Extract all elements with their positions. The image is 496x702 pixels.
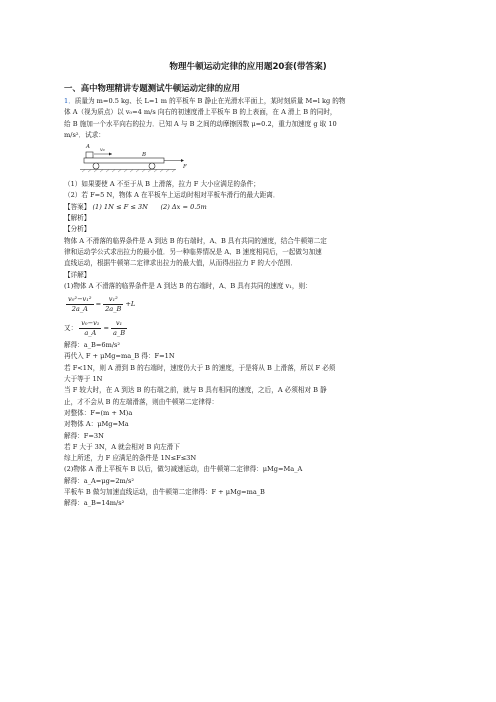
question-number: 1． <box>64 97 75 105</box>
step-line: 止，才不会从 B 的左端滑落，则由牛顿第二定律得： <box>64 397 219 406</box>
wheel-left <box>93 163 99 169</box>
cart-b <box>84 158 164 163</box>
step-line: 对整体：F=(m + M)a <box>64 408 133 417</box>
detail-intro: (1)物体 A 不滑落的临界条件是 A 到达 B 的右端时，A、B 具有共同的速度 v₁，则： <box>64 281 312 290</box>
step-line: 综上所述，力 F 应满足的条件是 1N≤F≤3N <box>64 454 197 463</box>
step-line: 解得：a_B=6m/s² <box>64 341 121 350</box>
velocity-arrow-head <box>109 153 112 156</box>
eq2-right-fraction: $\frac{\text{v₁}}{a\_B}$ <box>112 318 126 337</box>
cart-diagram <box>80 141 190 179</box>
block-a <box>86 152 93 158</box>
step-line: 解得：F=3N <box>64 431 104 440</box>
wheel-right <box>149 163 155 169</box>
question-line-4: m/s²．试求： <box>64 130 105 139</box>
label-v0: v₀ <box>100 148 105 154</box>
question-figure <box>64 141 430 179</box>
answer-part-1: (1) 1N ≤ F ≤ 3N <box>92 202 148 211</box>
sub-question-1: （1）如果要使 A 不至于从 B 上滑落，拉力 F 大小应满足的条件； <box>64 180 260 189</box>
step-line: 再代入 F + μMg=ma_B 得：F=1N <box>64 352 175 361</box>
eq2-left-fraction: $\frac{\text{v₀−v₁}}{a\_A}$ <box>81 318 100 337</box>
step-line: (2)物体 A 滑上平板车 B 以后，做匀减速运动，由牛顿第二定律得：μMg=Ma_A <box>64 465 303 474</box>
step-line: 解得：a_A=μg=2m/s² <box>64 476 135 485</box>
equation-2: 又： $\frac{\text{v₀−v₁}}{a\_A}$ = $\frac{\text{v₁}}{a\_B}$ <box>64 318 126 337</box>
step-line: 大于等于 1N <box>64 375 103 384</box>
label-f: F <box>183 164 187 171</box>
equation-1: $\frac{\text{v₀²−v₁²}}{2a\_A}$ = $\frac{\text{v₁²}}{2a\_B}$ +L <box>68 294 136 313</box>
step-line: 对物体 A：μMg=Ma <box>64 420 129 429</box>
fenxi-line-3: 直线运动，根据牛顿第二定律求出拉力的最大值，从而得出拉力 F 的大小范围． <box>64 259 297 268</box>
fenxi-line-1: 物体 A 不滑落的临界条件是 A 到达 B 的右端时，A、B 具有共同的速度，结合牛顿第二定 <box>64 236 327 245</box>
document-body <box>64 96 430 510</box>
label-a: A <box>86 144 90 151</box>
fenxi-tag: 【分析】 <box>64 225 91 234</box>
sub-question-2: （2）若 F=5 N，物体 A 在平板车上运动时相对平板车滑行的最大距离． <box>64 191 280 200</box>
question-line-1: 1．质量为 m=0.5 kg、长 L=1 m 的平板车 B 静止在光滑水平面上，某时刻质量 M=l kg 的物 <box>64 97 346 105</box>
question-line-2: 体 A（视为质点）以 v₀=4 m/s 向右的初速度滑上平板车 B 的上表面，在 A 滑上 B 的同时， <box>64 108 337 117</box>
answer-line <box>64 202 430 213</box>
eq1-left-fraction: $\frac{\text{v₀²−v₁²}}{2a\_A}$ <box>68 294 92 313</box>
detail-tag: 【详解】 <box>64 270 91 279</box>
document-title: 物理牛顿运动定律的应用题20套(带答案) <box>169 62 327 72</box>
section-heading: 一、高中物理精讲专题测试牛顿运动定律的应用 <box>64 83 240 93</box>
step-line: 若 F<1N，则 A 滑到 B 的右端时，速度仍大于 B 的速度，于是将从 B 上滑落，所以 F 必须 <box>64 363 336 372</box>
fenxi-line-2: 律和运动学公式求出拉力的最小值．另一种临界情况是 A、B 速度相同后，一起做匀加速 <box>64 247 322 256</box>
step-line: 若 F 大于 3N，A 就会相对 B 向左滑下 <box>64 442 180 451</box>
force-arrow-head <box>181 159 184 162</box>
step-line: 当 F 较大时，在 A 到达 B 的右端之前，就与 B 具有相同的速度，之后，A 必须相对 B 静 <box>64 386 327 395</box>
analysis-tag: 【解析】 <box>64 214 91 223</box>
label-b: B <box>142 152 147 159</box>
step-line: 解得：a_B=14m/s² <box>64 499 125 508</box>
step-line: 平板车 B 做匀加速直线运动，由牛顿第二定律得：F + μMg=ma_B <box>64 488 265 497</box>
eq1-right-fraction: $\frac{\text{v₁²}}{2a\_B}$ <box>105 294 122 313</box>
answer-tag: 【答案】 <box>64 202 91 211</box>
answer-part-2: (2) Δx = 0.5m <box>160 202 207 211</box>
ground-hatching <box>82 170 175 173</box>
question-line-3: 给 B 施加一个水平向右的拉力．已知 A 与 B 之间的动摩擦因数 μ=0.2，重力加速度 g 取 10 <box>64 119 337 128</box>
